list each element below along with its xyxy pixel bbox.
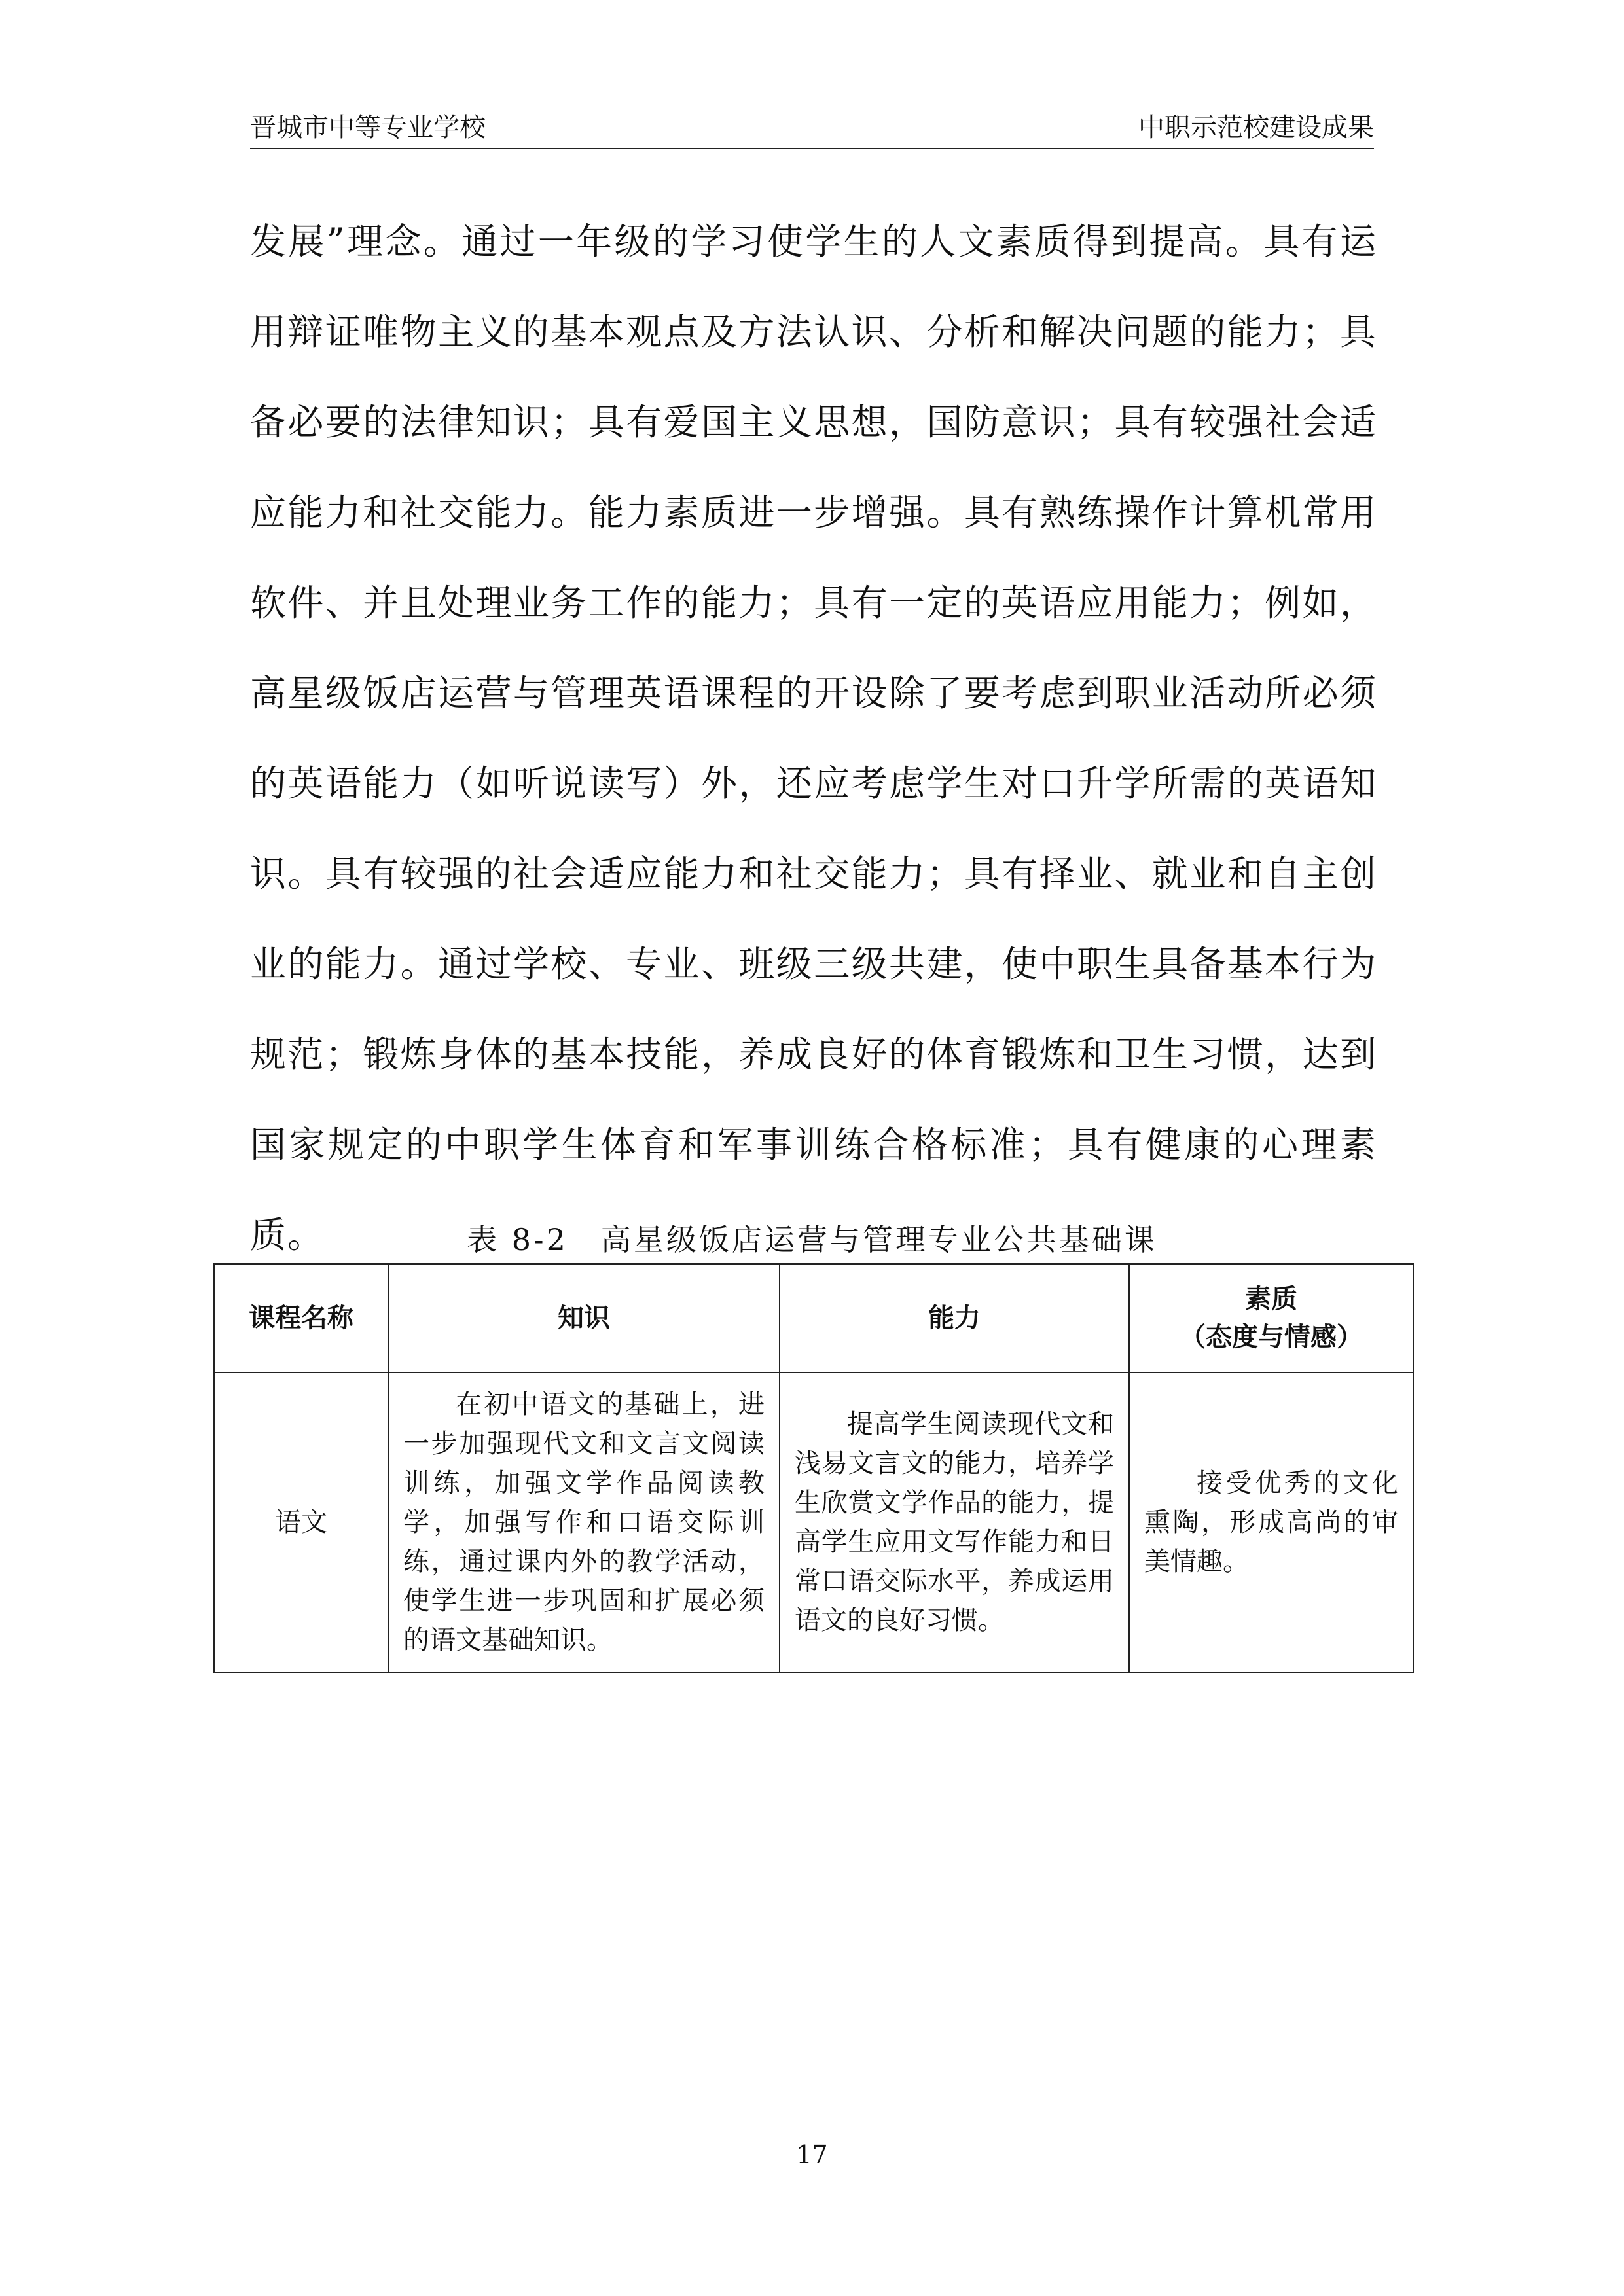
header-knowledge: 知识: [388, 1264, 780, 1372]
header-quality-title: 素质: [1245, 1284, 1297, 1314]
header-section-title: 中职示范校建设成果: [1138, 113, 1374, 143]
page-number: 17: [796, 2140, 828, 2169]
cell-ability: 提高学生阅读现代文和浅易文言文的能力，培养学生欣赏文学作品的能力，提高学生应用文写作能力和日常口语交际水平，养成运用语文的良好习惯。: [780, 1372, 1129, 1672]
header-quality: [1129, 1264, 1413, 1372]
cell-quality: 接受优秀的文化熏陶，形成高尚的审美情趣。: [1129, 1372, 1413, 1672]
header-quality-subtitle: （态度与情感）: [1180, 1322, 1363, 1352]
body-paragraph: 发展”理念。通过一年级的学习使学生的人文素质得到提高。具有运用辩证唯物主义的基本观点及方法认识、分析和解决问题的能力；具备必要的法律知识；具有爱国主义思想，国防意识；具有较强社会适应能力和社交能力。能力素质进一步增强。具有熟练操作计算机常用软件、并且处理业务工作的能力；具有一定的英语应用能力；例如，高星级饭店运营与管理英语课程的开设除了要考虑到职业活动所必须的英语能力（如听说读写）外，还应考虑学生对口升学所需的英语知识。具有较强的社会适应能力和社交能力；具有择业、就业和自主创业的能力。通过学校、专业、班级三级共建，使中职生具备基本行为规范；锻炼身体的基本技能，养成良好的体育锻炼和卫生习惯，达到国家规定的中职学生体育和军事训练合格标准；具有健康的心理素质。: [250, 221, 1377, 1256]
cell-course-name: 语文: [214, 1372, 388, 1672]
course-table: [213, 1263, 1414, 1673]
header-school-name: 晋城市中等专业学校: [250, 113, 486, 143]
table-header-row: [214, 1264, 1413, 1372]
header-ability: 能力: [780, 1264, 1129, 1372]
table-caption: 表 8-2 高星级饭店运营与管理专业公共基础课: [467, 1222, 1157, 1257]
table-row: [214, 1372, 1413, 1672]
header-course-name: 课程名称: [214, 1264, 388, 1372]
cell-knowledge: 在初中语文的基础上，进一步加强现代文和文言文阅读训练，加强文学作品阅读教学，加强写作和口语交际训练，通过课内外的教学活动，使学生进一步巩固和扩展必须的语文基础知识。: [388, 1372, 780, 1672]
page-header: [250, 113, 1374, 149]
